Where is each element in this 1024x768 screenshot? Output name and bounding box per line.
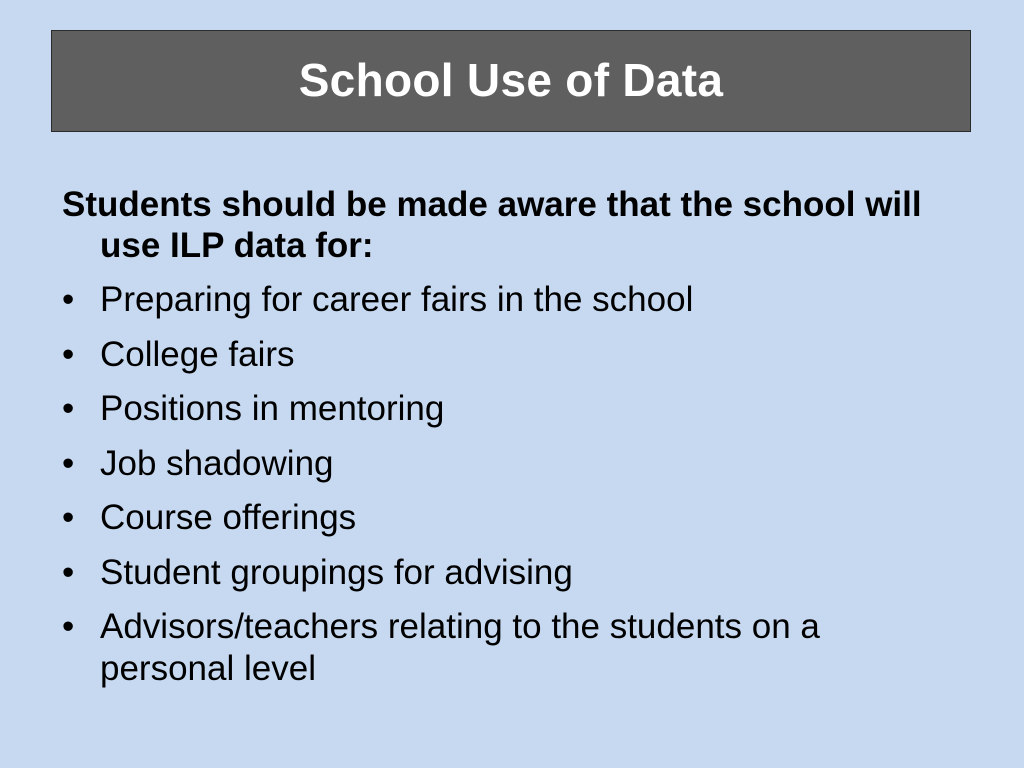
slide-body [62, 184, 962, 703]
bullet-icon: • [62, 498, 75, 537]
bullet-text: College fairs [100, 334, 295, 374]
bullet-text: Student groupings for advising [100, 552, 573, 592]
bullet-text: Advisors/teachers relating to the students on a personal level [100, 607, 820, 688]
bullet-icon: • [62, 607, 75, 646]
bullet-icon: • [62, 443, 75, 483]
slide-title-box [51, 30, 971, 132]
intro-text: Students should be made aware that the school will use ILP data for: [62, 185, 922, 265]
bullet-item-career-fairs [62, 279, 962, 321]
bullet-item-job-shadowing [62, 443, 962, 485]
bullet-icon: • [62, 334, 75, 374]
bullet-icon: • [62, 280, 75, 319]
bullet-item-mentoring [62, 388, 962, 430]
bullet-item-college-fairs [62, 334, 962, 376]
bullet-icon: • [62, 552, 75, 592]
bullet-icon: • [62, 389, 75, 428]
bullet-text: Positions in mentoring [100, 389, 445, 428]
bullet-text: Course offerings [100, 498, 357, 537]
slide-title: School Use of Data [298, 54, 724, 106]
bullet-item-course-offerings [62, 497, 962, 539]
bullet-list [62, 279, 962, 690]
bullet-item-advisors-teachers [62, 606, 962, 690]
bullet-text: Preparing for career fairs in the school [100, 280, 694, 319]
bullet-text: Job shadowing [100, 443, 334, 483]
bullet-item-student-groupings [62, 552, 962, 594]
